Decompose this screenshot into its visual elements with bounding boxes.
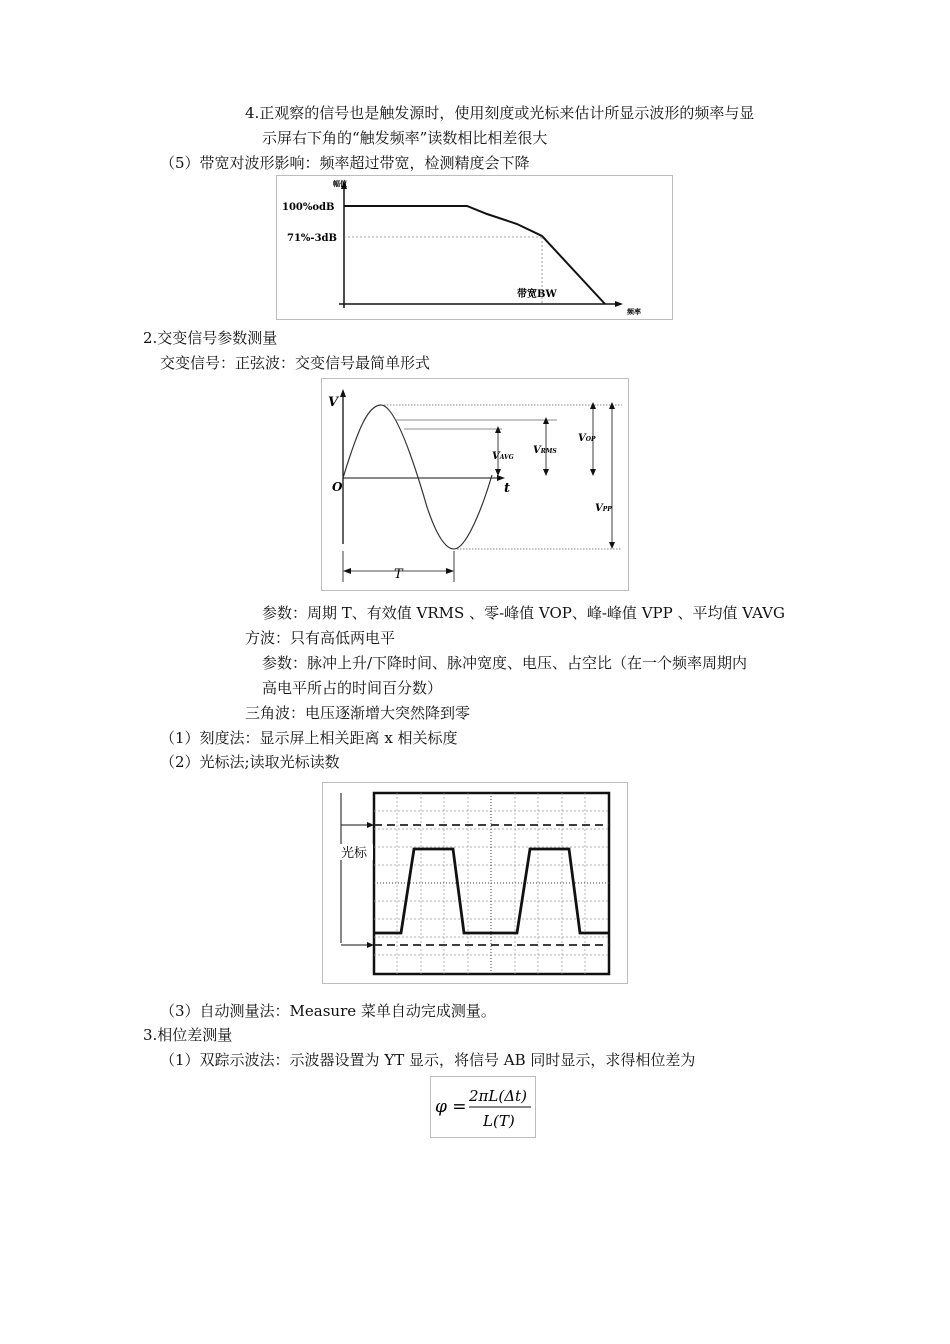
vavg-label: VAVG [492,451,514,462]
text-line-5: 交变信号：正弦波：交变信号最简单形式 [160,354,431,372]
phase-formula [430,1076,536,1138]
t-axis-label: t [504,481,511,496]
text-line-3: （5）带宽对波形影响：频率超过带宽，检测精度会下降 [160,154,530,172]
text-line-8: 参数：脉冲上升/下降时间、脉冲宽度、电压、占空比（在一个频率周期内 [262,654,748,672]
label-71-percent: 71%-3dB [287,233,337,244]
y-axis-label: 幅值 [333,179,347,188]
text-line-10: 三角波：电压逐渐增大突然降到零 [245,704,471,722]
origin-label: O [332,480,343,494]
bandwidth-figure [276,175,673,320]
text-line-14: 3.相位差测量 [143,1026,233,1044]
cursor-label: 光标 [341,846,368,861]
formula-lhs: φ = [435,1097,467,1117]
cursor-figure [322,782,628,984]
v-axis-label: V [328,395,339,410]
text-line-15: （1）双踪示波法：示波器设置为 YT 显示，将信号 AB 同时显示，求得相位差为 [160,1051,696,1069]
text-line-4: 2.交变信号参数测量 [143,329,278,347]
text-line-13: （3）自动测量法：Measure 菜单自动完成测量。 [160,1002,496,1020]
period-label: T [394,567,403,582]
text-line-6: 参数：周期 T、有效值 VRMS 、零-峰值 VOP、峰-峰值 VPP 、平均值 VAVG [262,604,785,622]
text-line-9: 高电平所占的时间百分数） [262,679,443,697]
x-axis-label: 频率 [627,307,641,316]
text-line-2: 示屏右下角的“触发频率”读数相比相差很大 [262,129,548,147]
vop-label: VOP [578,433,596,444]
text-line-7: 方波：只有高低两电平 [245,629,396,647]
label-bandwidth: 带宽BW [517,289,557,300]
text-line-12: （2）光标法;读取光标读数 [160,753,340,771]
vrms-label: VRMS [533,445,557,456]
text-line-1: 4.正观察的信号也是触发源时，使用刻度或光标来估计所显示波形的频率与显 [245,104,755,122]
label-100-percent: 100%odB [282,202,335,213]
sine-wave-figure [321,378,629,591]
text-line-11: （1）刻度法：显示屏上相关距离 x 相关标度 [160,729,458,747]
formula-denominator: L(T) [483,1112,515,1130]
vpp-label: VPP [595,503,612,514]
formula-numerator: 2πL(Δt) [469,1087,527,1105]
